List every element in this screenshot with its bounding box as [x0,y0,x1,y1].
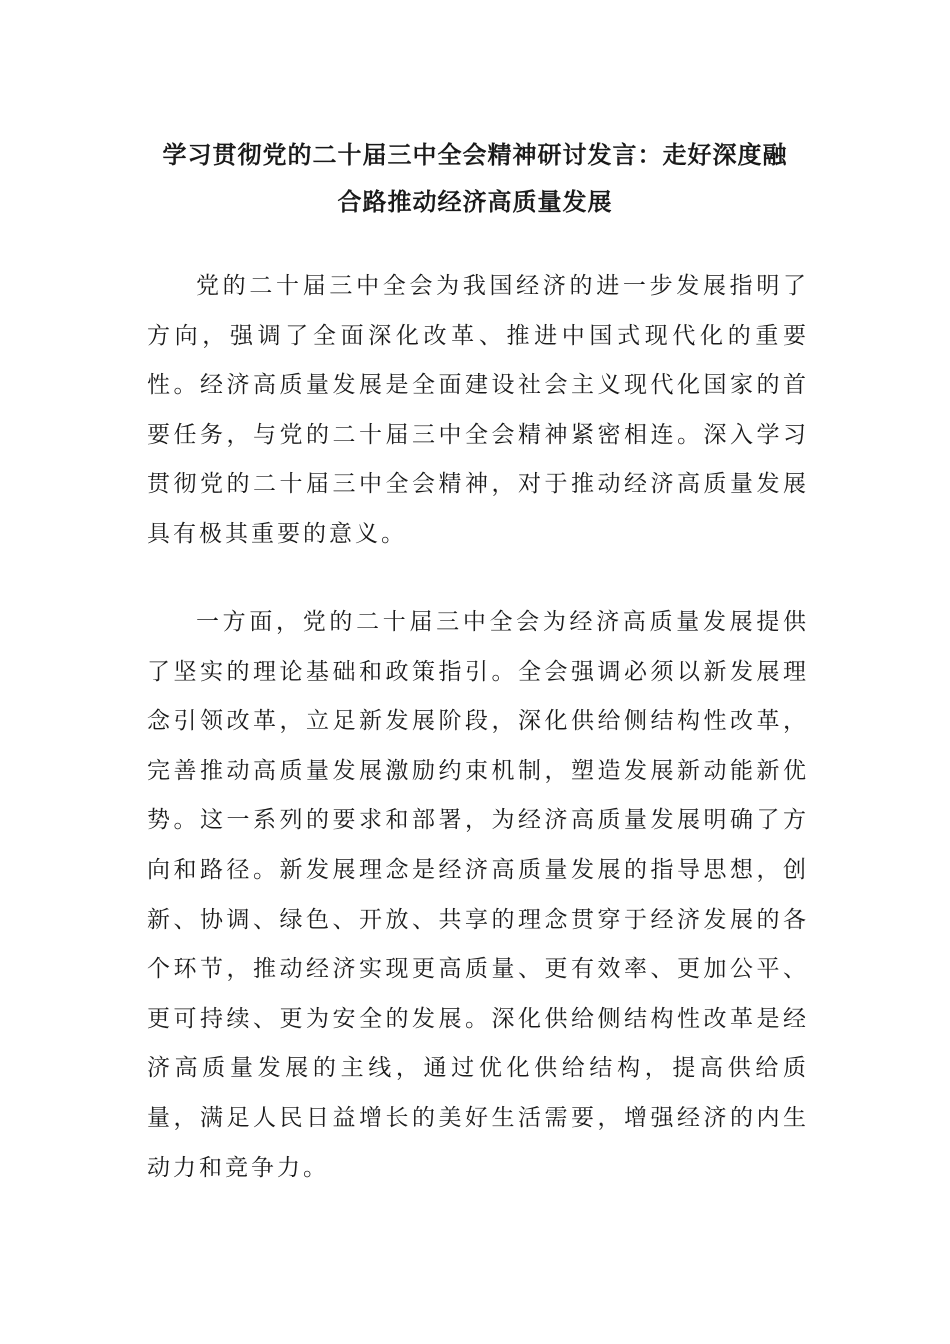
body-paragraph-1: 党的二十届三中全会为我国经济的进一步发展指明了方向，强调了全面深化改革、推进中国式现代化的重要性。经济高质量发展是全面建设社会主义现代化国家的首要任务，与党的二十届三中全会精神紧密相连。深入学习贯彻党的二十届三中全会精神，对于推动经济高质量发展具有极其重要的意义。 [147,273,809,547]
document-title-line-1: 学习贯彻党的二十届三中全会精神研讨发言：走好深度融 [162,140,788,169]
document-title-line-2: 合路推动经济高质量发展 [337,187,613,216]
body-paragraph-2: 一方面，党的二十届三中全会为经济高质量发展提供了坚实的理论基础和政策指引。全会强调必须以新发展理念引领改革，立足新发展阶段，深化供给侧结构性改革，完善推动高质量发展激励约束机制，塑造发展新动能新优势。这一系列的要求和部署，为经济高质量发展明确了方向和路径。新发展理念是经济高质量发展的指导思想，创新、协调、绿色、开放、共享的理念贯穿于经济发展的各个环节，推动经济实现更高质量、更有效率、更加公平、更可持续、更为安全的发展。深化供给侧结构性改革是经济高质量发展的主线，通过优化供给结构，提高供给质量，满足人民日益增长的美好生活需要，增强经济的内生动力和竞争力。 [147,609,809,1181]
